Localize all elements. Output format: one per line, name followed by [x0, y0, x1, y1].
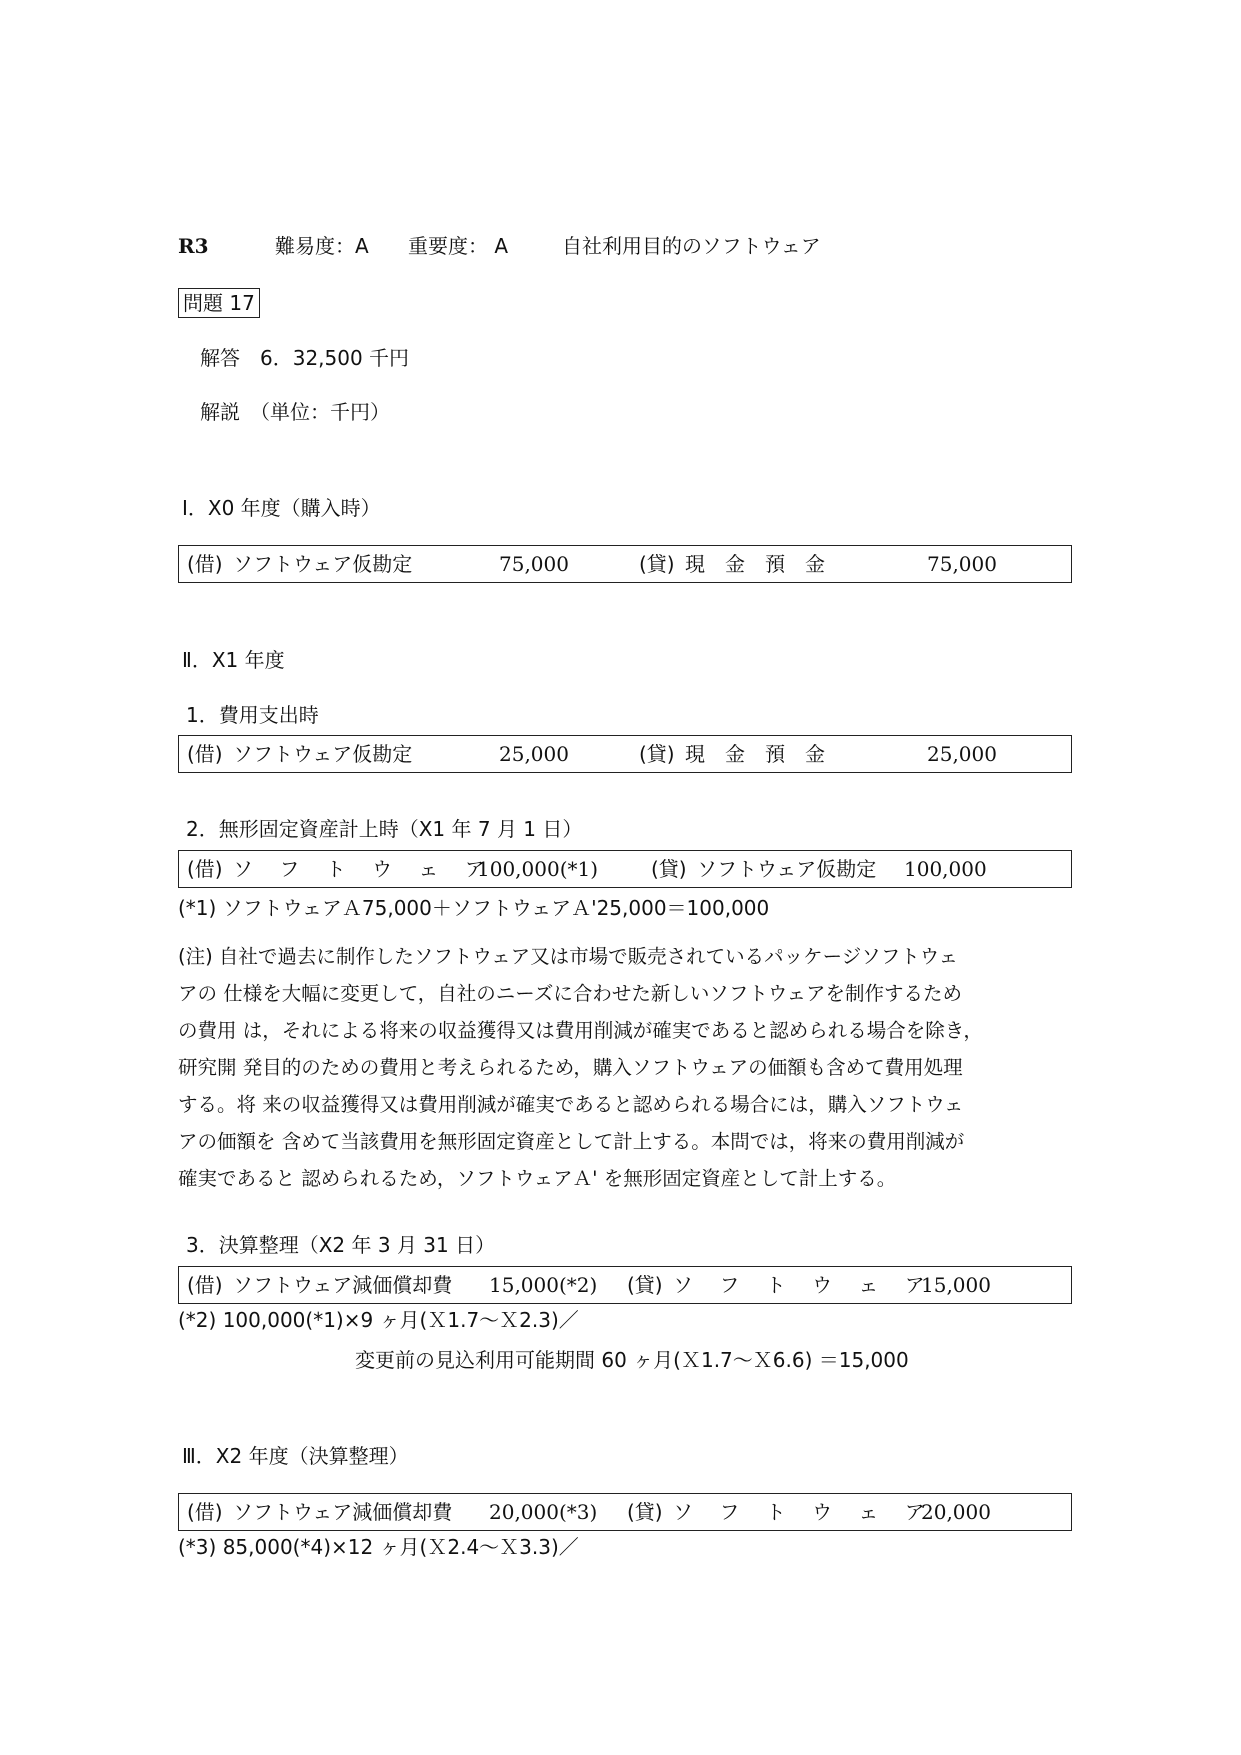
- paragraph-line: する。将 来の収益獲得又は費用削減が確実であると認められる場合には，購入ソフトウェ: [178, 1093, 964, 1116]
- header-importance: 重要度： A: [408, 234, 509, 258]
- journal-entry-5: [178, 1493, 1072, 1531]
- debit-account: ソフトウェア仮勘定: [233, 552, 413, 576]
- note-2-line-2: 変更前の見込利用可能期間 60 ヶ月(Ｘ1.7〜Ｘ6.6) ＝15,000: [355, 1348, 909, 1372]
- credit-tag: (貸): [651, 857, 687, 881]
- note-2-line-1: (*2) 100,000(*1)×9 ヶ月(Ｘ1.7〜Ｘ2.3)／: [178, 1308, 579, 1332]
- credit-account: ソ フ ト ウ ェ ア: [673, 1273, 935, 1297]
- paragraph-line: 確実であると 認められるため，ソフトウェアＡ' を無形固定資産として計上する。: [178, 1167, 897, 1190]
- credit-tag: (貸): [627, 1273, 663, 1297]
- credit-amount: 25,000: [927, 742, 997, 766]
- debit-tag: (借): [187, 742, 223, 766]
- journal-entry-2: [178, 735, 1072, 773]
- section-2-3-title: 3．決算整理（X2 年 3 月 31 日）: [186, 1233, 496, 1257]
- debit-tag: (借): [187, 857, 223, 881]
- credit-amount: 75,000: [927, 552, 997, 576]
- debit-account: ソフトウェア減価償却費: [233, 1500, 453, 1524]
- note-3-line-1: (*3) 85,000(*4)×12 ヶ月(Ｘ2.4〜Ｘ3.3)／: [178, 1535, 579, 1559]
- problem-label: 問題 17: [178, 288, 260, 318]
- note-1: (*1) ソフトウェアＡ75,000＋ソフトウェアＡ'25,000＝100,000: [178, 896, 770, 920]
- credit-tag: (貸): [639, 742, 675, 766]
- credit-account: ソ フ ト ウ ェ ア: [673, 1500, 935, 1524]
- section-2-2-title: 2．無形固定資産計上時（X1 年 7 月 1 日）: [186, 817, 583, 841]
- explanation-line: 解説 （単位：千円）: [200, 400, 390, 424]
- header-topic: 自社利用目的のソフトウェア: [562, 234, 821, 258]
- debit-amount: 75,000: [499, 552, 569, 576]
- section-3-title: Ⅲ．X2 年度（決算整理）: [182, 1444, 409, 1468]
- debit-account: ソフトウェア仮勘定: [233, 742, 413, 766]
- journal-entry-1: [178, 545, 1072, 583]
- header-code: R3: [178, 234, 209, 258]
- journal-entry-4: [178, 1266, 1072, 1304]
- paragraph-line: アの価額を 含めて当該費用を無形固定資産として計上する。本問では，将来の費用削減が: [178, 1130, 965, 1153]
- paragraph-line: (注) 自社で過去に制作したソフトウェア又は市場で販売されているパッケージソフトウェ: [178, 945, 958, 968]
- credit-tag: (貸): [639, 552, 675, 576]
- debit-amount: 15,000(*2): [489, 1273, 598, 1297]
- explanatory-paragraph: [178, 938, 1078, 1197]
- credit-amount: 20,000: [921, 1500, 991, 1524]
- paragraph-line: 研究開 発目的のための費用と考えられるため，購入ソフトウェアの価額も含めて費用処理: [178, 1056, 963, 1079]
- debit-tag: (借): [187, 1273, 223, 1297]
- credit-amount: 100,000: [904, 857, 987, 881]
- credit-amount: 15,000: [921, 1273, 991, 1297]
- credit-account: 現 金 預 金: [685, 552, 825, 576]
- paragraph-line: の費用 は，それによる将来の収益獲得又は費用削減が確実であると認められる場合を除き，: [178, 1019, 983, 1042]
- debit-account: ソフトウェア減価償却費: [233, 1273, 453, 1297]
- debit-tag: (借): [187, 1500, 223, 1524]
- debit-amount: 25,000: [499, 742, 569, 766]
- debit-tag: (借): [187, 552, 223, 576]
- credit-tag: (貸): [627, 1500, 663, 1524]
- credit-account: 現 金 預 金: [685, 742, 825, 766]
- section-2-1-title: 1．費用支出時: [186, 703, 319, 727]
- debit-amount: 20,000(*3): [489, 1500, 598, 1524]
- debit-amount: 100,000(*1): [477, 857, 599, 881]
- paragraph-line: アの 仕様を大幅に変更して，自社のニーズに合わせた新しいソフトウェアを制作するため: [178, 982, 963, 1005]
- credit-account: ソフトウェア仮勘定: [697, 857, 877, 881]
- journal-entry-3: [178, 850, 1072, 888]
- answer-line: 解答 6．32,500 千円: [200, 346, 410, 370]
- section-2-title: Ⅱ．X1 年度: [182, 648, 285, 672]
- debit-account: ソ フ ト ウ ェ ア: [233, 857, 495, 881]
- header-difficulty: 難易度：A: [275, 234, 369, 258]
- section-1-title: Ⅰ．X0 年度（購入時）: [182, 496, 381, 520]
